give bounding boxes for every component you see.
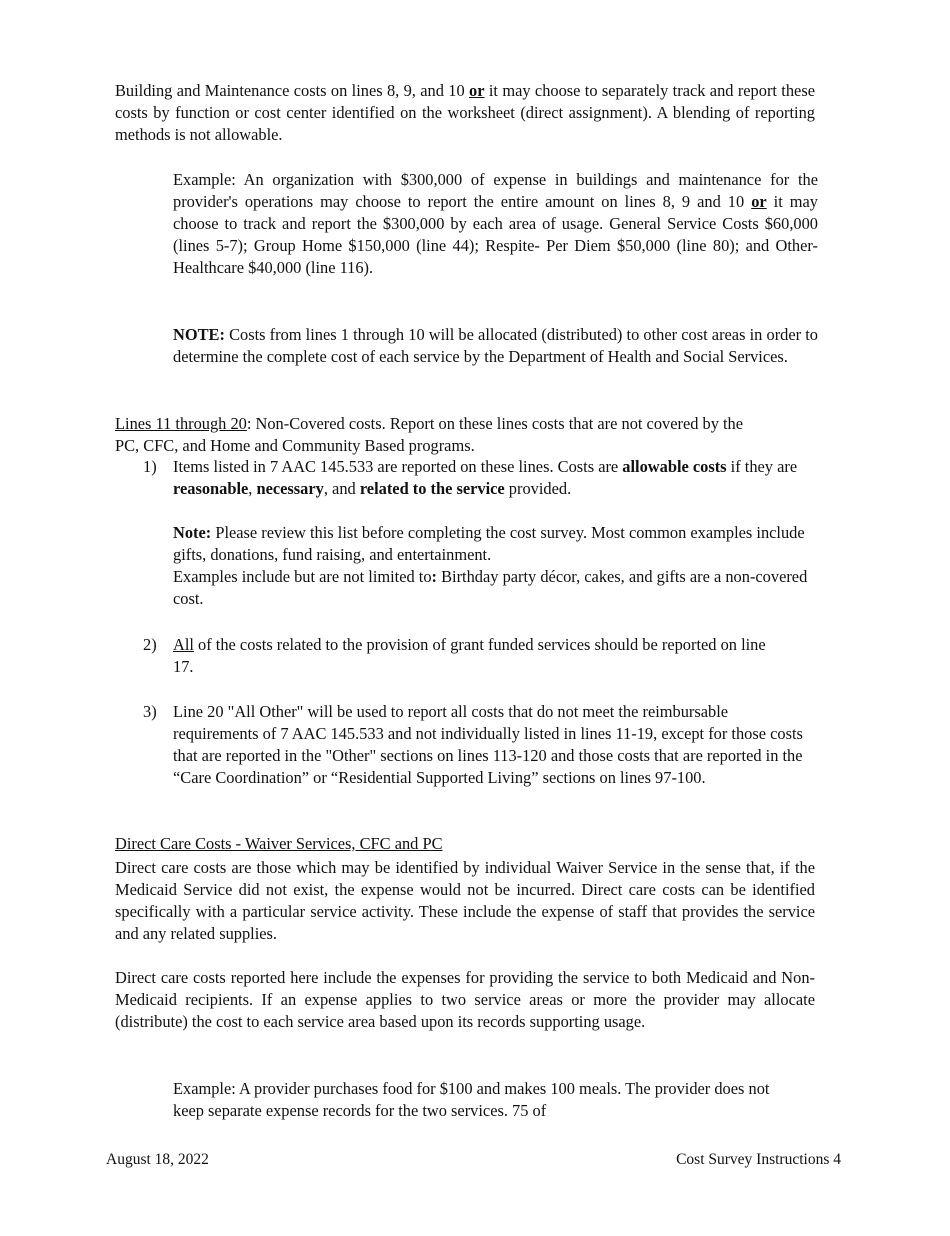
- item1-text-a: Items listed in 7 AAC 145.533 are reported on these lines. Costs are: [173, 457, 623, 476]
- item1-text-f: provided.: [504, 479, 572, 498]
- direct-care-heading-text: Direct Care Costs - Waiver Services, CFC and PC: [115, 834, 443, 853]
- example-buildings-paragraph: [173, 169, 818, 279]
- example2-text: Example: A provider purchases food for $100 and makes 100 meals. The provider does not keep separate expense records for the two services. 75 of: [173, 1079, 770, 1120]
- item1-allowable-costs: allowable costs: [622, 457, 727, 476]
- note2-text2a: Examples include but are not limited to: [173, 567, 432, 586]
- item3-paragraph: [173, 701, 813, 789]
- direct-care-paragraph-2: [115, 967, 815, 1033]
- item1-reasonable: reasonable: [173, 479, 249, 498]
- item3-text: Line 20 "All Other" will be used to report all costs that do not meet the reimbursable requirements of 7 AAC 145.533 and not individually listed in lines 11-19, except for those costs that are reported in the "Other" sections on lines 113-120 and those costs that are reported in the “Care Coordination” or “Residential Supported Living” sections on lines 97-100.: [173, 702, 803, 787]
- item1-paragraph: [173, 456, 818, 500]
- item1-number: 1): [143, 457, 157, 476]
- note-allocation-paragraph: [173, 324, 818, 368]
- intro-paragraph: [115, 80, 815, 146]
- direct-care-heading: [115, 833, 443, 855]
- note2-label: Note:: [173, 523, 212, 542]
- item2-number: 2): [143, 635, 157, 654]
- note2-text2b: Birthday party décor, cakes, and gifts are a non-covered cost.: [173, 567, 808, 608]
- item1-text-c: if they are: [726, 457, 798, 476]
- note2-colon: :: [431, 567, 438, 586]
- note1-text: Costs from lines 1 through 10 will be allocated (distributed) to other cost areas in order to determine the complete cost of each service by the Department of Health and Social Services.: [173, 325, 818, 366]
- note-review-paragraph: [173, 522, 818, 610]
- intro-text-a: Building and Maintenance costs on lines 8, 9, and 10: [115, 81, 470, 100]
- direct-care-p2-text: Direct care costs reported here include the expenses for providing the service to both Medicaid and Non-Medicaid recipients. If an expense applies to two service areas or more the provider may allocate (distribute) the cost to each service area based upon its records supporting usage.: [115, 968, 815, 1031]
- example1-or-emphasis: or: [751, 192, 767, 211]
- noncovered-text: : Non-Covered costs. Report on these lines costs that are not covered by the PC, CFC, and Home and Community Based programs.: [115, 414, 744, 455]
- example-food-paragraph: [173, 1078, 793, 1122]
- item3-number: 3): [143, 702, 157, 721]
- noncovered-paragraph: [115, 413, 765, 457]
- note1-label: NOTE:: [173, 325, 225, 344]
- example1-text-b: it may choose to track and report the $300,000 by each area of usage. General Service Costs $60,000 (lines 5-7); Group Home $150,000 (line 44); Respite- Per Diem $50,000 (line 80); and Other- Healthcare $40,000 (line 116).: [173, 192, 819, 277]
- footer-page-label: Cost Survey Instructions 4: [676, 1151, 841, 1168]
- intro-text-b: it may choose to separately track and report these costs by function or cost center identified on the worksheet (direct assignment). A blending of reporting methods is not allowable.: [115, 81, 815, 144]
- direct-care-p1-text: Direct care costs are those which may be identified by individual Waiver Service in the sense that, if the Medicaid Service did not exist, the expense would not be incurred. Direct care costs can be identified specifically with a particular service activity. These include the expense of staff that provides the service and any related supplies.: [115, 858, 815, 943]
- example1-text-a: Example: An organization with $300,000 of expense in buildings and maintenance for the provider's operations may choose to report the entire amount on lines 8, 9 and 10: [173, 170, 818, 211]
- footer-date: August 18, 2022: [106, 1151, 209, 1168]
- item2-paragraph: [173, 634, 773, 678]
- item1-related-to-service: related to the service: [359, 479, 505, 498]
- item1-text-d: ,: [248, 479, 257, 498]
- note2-text1: Please review this list before completing the cost survey. Most common examples include gifts, donations, fund raising, and entertainment.: [173, 523, 805, 564]
- direct-care-paragraph-1: [115, 857, 815, 945]
- item1-text-e: , and: [323, 479, 360, 498]
- item2-text: of the costs related to the provision of grant funded services should be reported on line 17.: [173, 635, 766, 676]
- intro-or-emphasis: or: [469, 81, 485, 100]
- item2-all-underlined: All: [173, 635, 194, 654]
- item1-necessary: necessary: [256, 479, 324, 498]
- noncovered-heading: Lines 11 through 20: [115, 414, 247, 433]
